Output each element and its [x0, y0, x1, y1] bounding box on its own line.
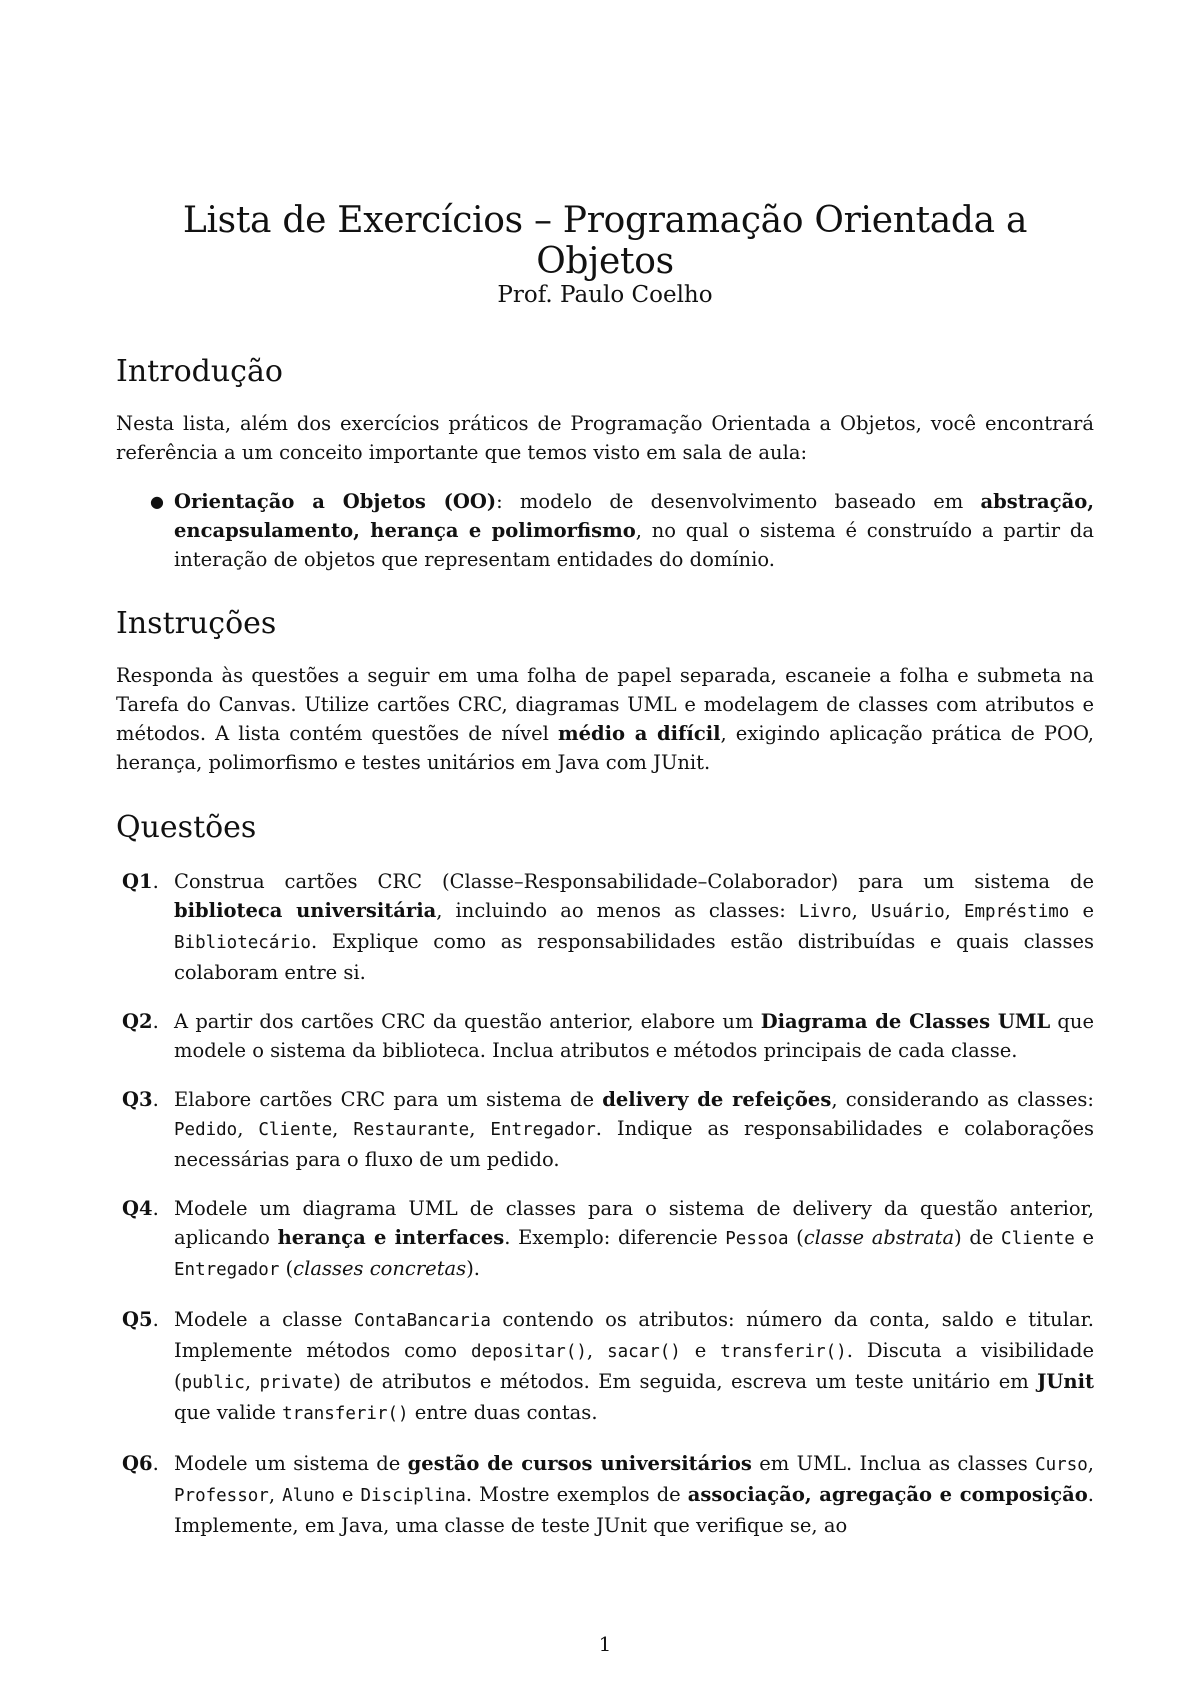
instructions-heading: Instruções — [116, 606, 277, 641]
intro-bullet-list — [116, 487, 1094, 574]
instructions-section — [116, 606, 1094, 777]
instructions-paragraph — [116, 661, 1094, 777]
instructions-text-end: , exigindo aplicação prática de POO, herança, polimorfismo e testes unitários em Java com JUnit. — [116, 722, 1094, 774]
question-label: Q1. — [122, 870, 159, 893]
question-q5: Q5. Modele a classe ContaBancaria contendo os atributos: número da conta, saldo e titular. Implemente métodos como depositar(), sacar() e transferir(). Discuta a visibilidade (public, private) de atributos e métodos. Em seguida, escreva um teste unitário em JUnit que valide transferir() entre duas contas. — [116, 1305, 1094, 1429]
question-label: Q2. — [122, 1010, 159, 1033]
document-page — [116, 0, 1094, 1696]
question-label: Q3. — [122, 1088, 159, 1111]
questions-section — [116, 810, 1094, 1560]
instructions-text: Responda às questões a seguir em uma folha de papel separada, escaneie a folha e submeta na Tarefa do Canvas. Utilize cartões CRC, diagramas UML e modelagem de classes com atributos e métodos. A lista contém questões de nível — [116, 664, 1094, 745]
question-q2: Q2. A partir dos cartões CRC da questão anterior, elabore um Diagrama de Classes UML que modele o sistema da biblioteca. Inclua atributos e métodos principais de cada classe. — [116, 1007, 1094, 1065]
question-q4: Q4. Modele um diagrama UML de classes para o sistema de delivery da questão anterior, aplicando herança e interfaces. Exemplo: diferencie Pessoa (classe abstrata) de Cliente e Entregador (classes concretas). — [116, 1194, 1094, 1285]
instructions-bold: médio a difícil — [557, 722, 721, 745]
bullet-bold: abstração, encapsulamento, herança e polimorfismo — [174, 490, 1094, 542]
list-item — [150, 487, 1094, 574]
document-title: Lista de Exercícios – Programação Orientada a Objetos — [182, 200, 1028, 282]
question-label: Q5. — [122, 1308, 159, 1331]
bullet-icon: ● — [150, 492, 164, 511]
document-author: Prof. Paulo Coelho — [497, 282, 713, 308]
question-q1: Q1. Construa cartões CRC (Classe–Responsabilidade–Colaborador) para um sistema de biblioteca universitária, incluindo ao menos as classes: Livro, Usuário, Empréstimo e Bibliotecário. Explique como as responsabilidades estão distribuídas e quais classes colaboram entre si. — [116, 867, 1094, 987]
intro-heading: Introdução — [116, 354, 283, 389]
intro-paragraph: Nesta lista, além dos exercícios práticos de Programação Orientada a Objetos, você encontrará referência a um conceito importante que temos visto em sala de aula: — [116, 412, 1094, 464]
page-number: 1 — [598, 1632, 612, 1656]
intro-section — [116, 354, 1094, 574]
question-q3: Q3. Elabore cartões CRC para um sistema de delivery de refeições, considerando as classes: Pedido, Cliente, Restaurante, Entregador. Indique as responsabilidades e colaborações necessárias para o fluxo de um pedido. — [116, 1085, 1094, 1174]
question-label: Q4. — [122, 1197, 159, 1220]
question-q6: Q6. Modele um sistema de gestão de cursos universitários em UML. Inclua as classes Curso, Professor, Aluno e Disciplina. Mostre exemplos de associação, agregação e composição. Implemente, em Java, uma classe de teste JUnit que verifique se, ao — [116, 1449, 1094, 1540]
bullet-term: Orientação a Objetos (OO) — [174, 490, 497, 513]
questions-heading: Questões — [116, 810, 257, 845]
question-label: Q6. — [122, 1452, 159, 1475]
bullet-text: : modelo de desenvolvimento baseado em — [496, 490, 981, 513]
bullet-text-end: , no qual o sistema é construído a partir da interação de objetos que representam entidades do domínio. — [174, 519, 1094, 571]
